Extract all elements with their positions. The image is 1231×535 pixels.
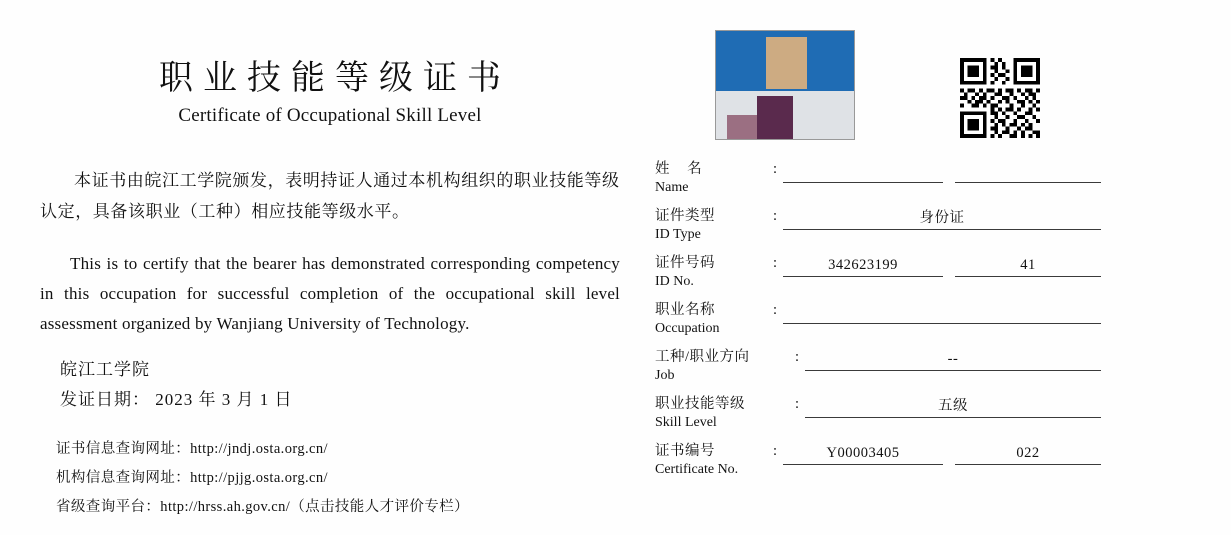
field-id-type-label-en: ID Type	[655, 227, 701, 242]
field-id-number-label-cn: 证件号码	[655, 255, 715, 271]
field-occupation-labels	[655, 301, 773, 338]
field-id-number-colon: :	[773, 255, 778, 271]
field-certificate-number-value-right: 022	[955, 442, 1101, 465]
field-id-type	[655, 207, 1195, 254]
field-occupation-value	[783, 301, 1101, 324]
field-certificate-number	[655, 442, 1195, 489]
field-certificate-number-labels	[655, 442, 773, 479]
page-title-cn: 职业技能等级证书	[159, 60, 511, 97]
field-occupation-colon: :	[773, 302, 778, 318]
field-list	[655, 160, 1195, 489]
photo-torso	[757, 96, 793, 139]
field-name-label-cn: 姓 名	[655, 161, 709, 177]
statement-chinese: 本证书由皖江工学院颁发，表明持证人通过本机构组织的职业技能等级认定，具备该职业（工种）相应技能等级水平。	[40, 171, 620, 221]
field-name-colon: :	[773, 161, 778, 177]
field-skill-level-value: 五级	[805, 395, 1101, 418]
issue-date: 发证日期： 2023 年 3 月 1 日	[60, 390, 293, 409]
field-id-number-value-left: 342623199	[783, 254, 943, 277]
field-occupation	[655, 301, 1195, 348]
field-occupation-label-cn: 职业名称	[655, 302, 715, 318]
field-id-type-colon: :	[773, 208, 778, 224]
field-name-label-en: Name	[655, 180, 689, 195]
field-certificate-number-label-en: Certificate No.	[655, 462, 739, 477]
field-job-value: --	[805, 348, 1101, 371]
qr-code-icon	[960, 58, 1040, 138]
photo-shoulder	[727, 115, 757, 139]
certificate-left-column	[40, 50, 620, 522]
page-title-en: Certificate of Occupational Skill Level	[178, 105, 482, 126]
field-skill-level-label-en: Skill Level	[655, 415, 717, 430]
photo-and-qr-row	[655, 20, 1195, 138]
field-occupation-label-en: Occupation	[655, 321, 720, 336]
query-links	[40, 435, 620, 522]
field-job-label-en: Job	[655, 368, 675, 383]
field-name-value-left	[783, 160, 943, 183]
field-certificate-number-colon: :	[773, 443, 778, 459]
field-job-colon: :	[795, 349, 800, 365]
link-institution-query[interactable]: 机构信息查询网址：http://pjjg.osta.org.cn/	[56, 470, 328, 486]
photo-face	[766, 37, 807, 89]
field-id-type-labels	[655, 207, 773, 244]
link-certificate-query[interactable]: 证书信息查询网址：http://jndj.osta.org.cn/	[56, 441, 328, 457]
field-certificate-number-label-cn: 证书编号	[655, 443, 715, 459]
field-id-number-value-right: 41	[955, 254, 1101, 277]
field-skill-level-labels	[655, 395, 795, 432]
field-certificate-number-value-left: Y00003405	[783, 442, 943, 465]
field-job	[655, 348, 1195, 395]
field-job-label-cn: 工种/职业方向	[655, 349, 750, 365]
field-id-type-label-cn: 证件类型	[655, 208, 715, 224]
id-photo	[715, 30, 855, 140]
link-province-platform[interactable]: 省级查询平台：http://hrss.ah.gov.cn/（点击技能人才评价专栏）	[56, 499, 469, 515]
field-job-labels	[655, 348, 795, 385]
issuer-name: 皖江工学院	[60, 360, 150, 379]
certificate-right-column	[655, 20, 1195, 489]
field-id-number-label-en: ID No.	[655, 274, 694, 289]
field-id-number-labels	[655, 254, 773, 291]
field-skill-level-colon: :	[795, 396, 800, 412]
field-name-labels	[655, 160, 773, 197]
field-id-number	[655, 254, 1195, 301]
statement-english: This is to certify that the bearer has demonstrated corresponding competency in this occupation for successful completion of the occupational skill level assessment organized by Wanjiang University of Technology.	[40, 254, 620, 333]
field-skill-level	[655, 395, 1195, 442]
field-id-type-value: 身份证	[783, 207, 1101, 230]
field-name	[655, 160, 1195, 207]
field-name-value-right	[955, 160, 1101, 183]
field-skill-level-label-cn: 职业技能等级	[655, 396, 745, 412]
